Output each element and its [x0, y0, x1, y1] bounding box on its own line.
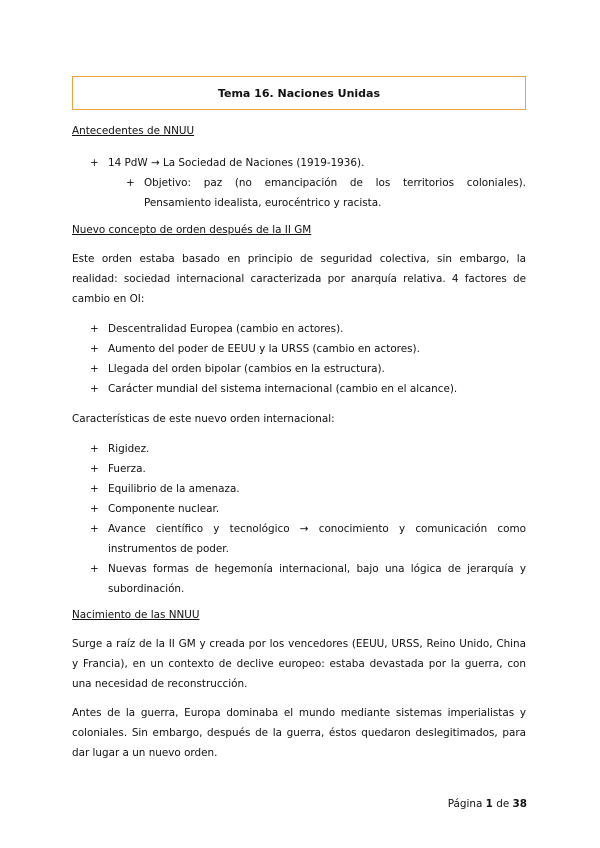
paragraph-caracteristicas-intro: Características de este nuevo orden internacional:: [72, 413, 335, 425]
bullet-icon: +: [90, 523, 99, 535]
antecedentes-sublist: [72, 173, 526, 213]
page-number: 1: [485, 798, 493, 810]
heading-antecedentes: Antecedentes de NNUU: [72, 125, 195, 137]
factores-list: [72, 319, 526, 399]
list-item: + Componente nuclear.: [72, 499, 526, 519]
list-item: + Rigidez.: [72, 439, 526, 459]
bullet-icon: +: [90, 157, 99, 169]
heading-nuevo-concepto: Nuevo concepto de orden después de la II GM: [72, 224, 312, 236]
heading-nacimiento: Nacimiento de las NNUU: [72, 609, 200, 621]
antecedentes-list: [72, 153, 526, 173]
of-label: de: [496, 798, 510, 810]
document-title: Tema 16. Naciones Unidas: [72, 76, 526, 110]
bullet-icon: +: [90, 483, 99, 495]
caracteristicas-list: [72, 439, 526, 599]
document-body: [72, 124, 526, 763]
bullet-icon: +: [90, 503, 99, 515]
list-item: + Fuerza.: [72, 459, 526, 479]
bullet-icon: +: [90, 323, 99, 335]
bullet-icon: +: [90, 383, 99, 395]
list-item: + Carácter mundial del sistema internacional (cambio en el alcance).: [72, 379, 526, 399]
list-item: + Llegada del orden bipolar (cambios en la estructura).: [72, 359, 526, 379]
bullet-icon: +: [126, 177, 135, 189]
page-label: Página: [447, 798, 483, 810]
paragraph-nacimiento-2: Antes de la guerra, Europa dominaba el mundo mediante sistemas imperialistas y coloniales. Sin embargo, después de la guerra, éstos quedaron deslegitimados, para dar lugar a un nuevo orden.: [72, 707, 526, 759]
page-footer: [448, 798, 527, 810]
total-pages: 38: [512, 798, 527, 810]
list-item: + Descentralidad Europea (cambio en actores).: [72, 319, 526, 339]
bullet-icon: +: [90, 343, 99, 355]
paragraph-nuevo-concepto: Este orden estaba basado en principio de seguridad colectiva, sin embargo, la realidad: sociedad internacional caracterizada por anarquía relativa. 4 factores de cambio en OI:: [72, 253, 526, 305]
list-item: + Nuevas formas de hegemonía internacional, bajo una lógica de jerarquía y subordinación.: [72, 559, 526, 599]
list-item: + Aumento del poder de EEUU y la URSS (cambio en actores).: [72, 339, 526, 359]
list-item: + 14 PdW → La Sociedad de Naciones (1919-1936).: [72, 153, 526, 173]
bullet-icon: +: [90, 443, 99, 455]
bullet-icon: +: [90, 463, 99, 475]
list-item: + Avance científico y tecnológico → conocimiento y comunicación como instrumentos de poder.: [72, 519, 526, 559]
list-item: + Objetivo: paz (no emancipación de los territorios coloniales). Pensamiento idealista, eurocéntrico y racista.: [72, 173, 526, 213]
paragraph-nacimiento-1: Surge a raíz de la II GM y creada por los vencedores (EEUU, URSS, Reino Unido, China y Francia), en un contexto de declive europeo: estaba devastada por la guerra, con una necesidad de reconstrucción.: [72, 638, 526, 690]
bullet-icon: +: [90, 563, 99, 575]
bullet-icon: +: [90, 363, 99, 375]
list-item: + Equilibrio de la amenaza.: [72, 479, 526, 499]
